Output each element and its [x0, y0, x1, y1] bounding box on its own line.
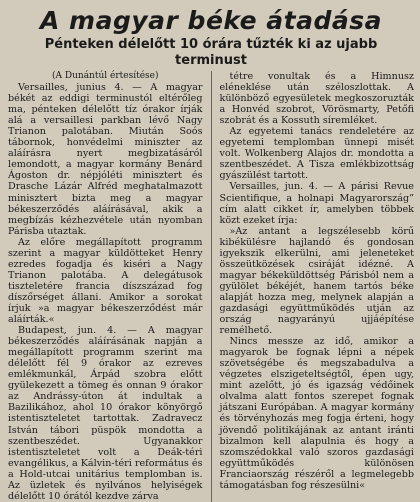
- paragraph: Nincs messze az idő, amikor a magyarok be fognak lépni a népek szövetségébe és megszabadulva a végzetes elszigeteltségtől, épen ugy, mint azelőtt, jó és igazság védőinek olvalma alatt fontos szerepet fognak játszani Európában. A magyar kormány és törvényhozás meg fogja érteni, hogy jövendő politikájának az antant iránti bizalmon kell alapulnia és hogy a szomszédokkal való szoros gazdasági együttműködés különösen Franciaország részéről a legmelegebb támogatásban fog részesülni«: [219, 336, 414, 491]
- left-column: [8, 71, 203, 502]
- paragraph: Az előre megállapított programm szerint a magyar küldötteket Henry ezredes fogadja és kiséri a Nagy Trianon palotába. A delegátusok tiszteletére francia díszszázad fog díszőrséget állani. Amikor a sorokat írjuk »a magyar békeszerződést már aláírták.«: [8, 236, 203, 326]
- subheadline: Pénteken délelőtt 10 órára tűzték ki az ujabb terminust: [44, 37, 378, 68]
- paragraph: tétre vonultak és a Himnusz eléneklése után széloszlottak. A különböző egyesületek megkoszoruzták a Honvéd szobrot, Vörösmarty, Petőfi szobrát és a Kossuth síremléket.: [219, 71, 414, 127]
- paragraph: Versailles, junius 4. — A magyar békét az eddigi terminustól eltérőleg ma, pénteken délelőtt tíz órakor írják alá a versaillesi parkban lévő Nagy Trianon palotában. Miután Soós tábornok, honvédelmi miniszter az aláírásra nyert megbizatásáról lemondott, a magyar kormány Benárd Ágoston dr. népjóléti minisztert és Drasche Lázár Alfréd meghatalmazott minisztert bizta meg a magyar békeszerződés aláírásával, akik a megbízás kézhezvétele után nyomban Párisba utaztak.: [8, 82, 203, 237]
- paragraph: Az egyetemi tanács rendeletére az egyetemi templomban ünnepi misét volt. Wolkenberg Alajos dr. mondotta a szentbeszédet. A Tisza emlékbizottság gyászülést tartott.: [219, 126, 414, 182]
- right-column: [220, 71, 415, 502]
- column-divider: [211, 71, 212, 502]
- paragraph: Versailles, jun. 4. — A párisi Revue Scientifique, a holnapi Magyarország” cím alatt cikket ír, amelyben többek közt ezeket írja:: [219, 181, 414, 226]
- source-line: (A Dunántúl értesítése): [52, 71, 159, 81]
- paragraph: Budapest, jun. 4. — A magyar békeszerződés aláírásának napján a megállapított programm szerint ma délelőtt fél 9 órakor az ezreves emlékmunkál, Árpád szobra előtt gyülekezett a tömeg és onnan 9 órakor az Andrássy-úton át indultak a Bazilikához, ahol 10 órakor könyörgő istentiszteletet tartottak. Zadravecz István tábori püspök mondotta a szentbeszédet. Ugyanakkor istentiszteletet volt a Deák-téri evangélikus, a Kálvin-téri református és a Hold-utcai unitárius templomban is. Az üzletek és nyilvános helyiségek délelőtt 10 órától kezdve zárva: [8, 325, 203, 502]
- article-columns: [8, 71, 414, 502]
- headline: A magyar béke átadása: [39, 6, 383, 35]
- paragraph: »Az antant a legszélesebb körű kibékülésre hajlandó és gondosan igyekszik elkerülni, ami jeleneteket összeütközések csiráját idézné. A magyar békeküldöttség Párisból nem a gyülölet békéjét, hanem tartós béke alapját hozza meg, melynek alapján a gazdasági együttműködés utján az ország nagyarányú ujjáépítése remélhető.: [219, 225, 414, 337]
